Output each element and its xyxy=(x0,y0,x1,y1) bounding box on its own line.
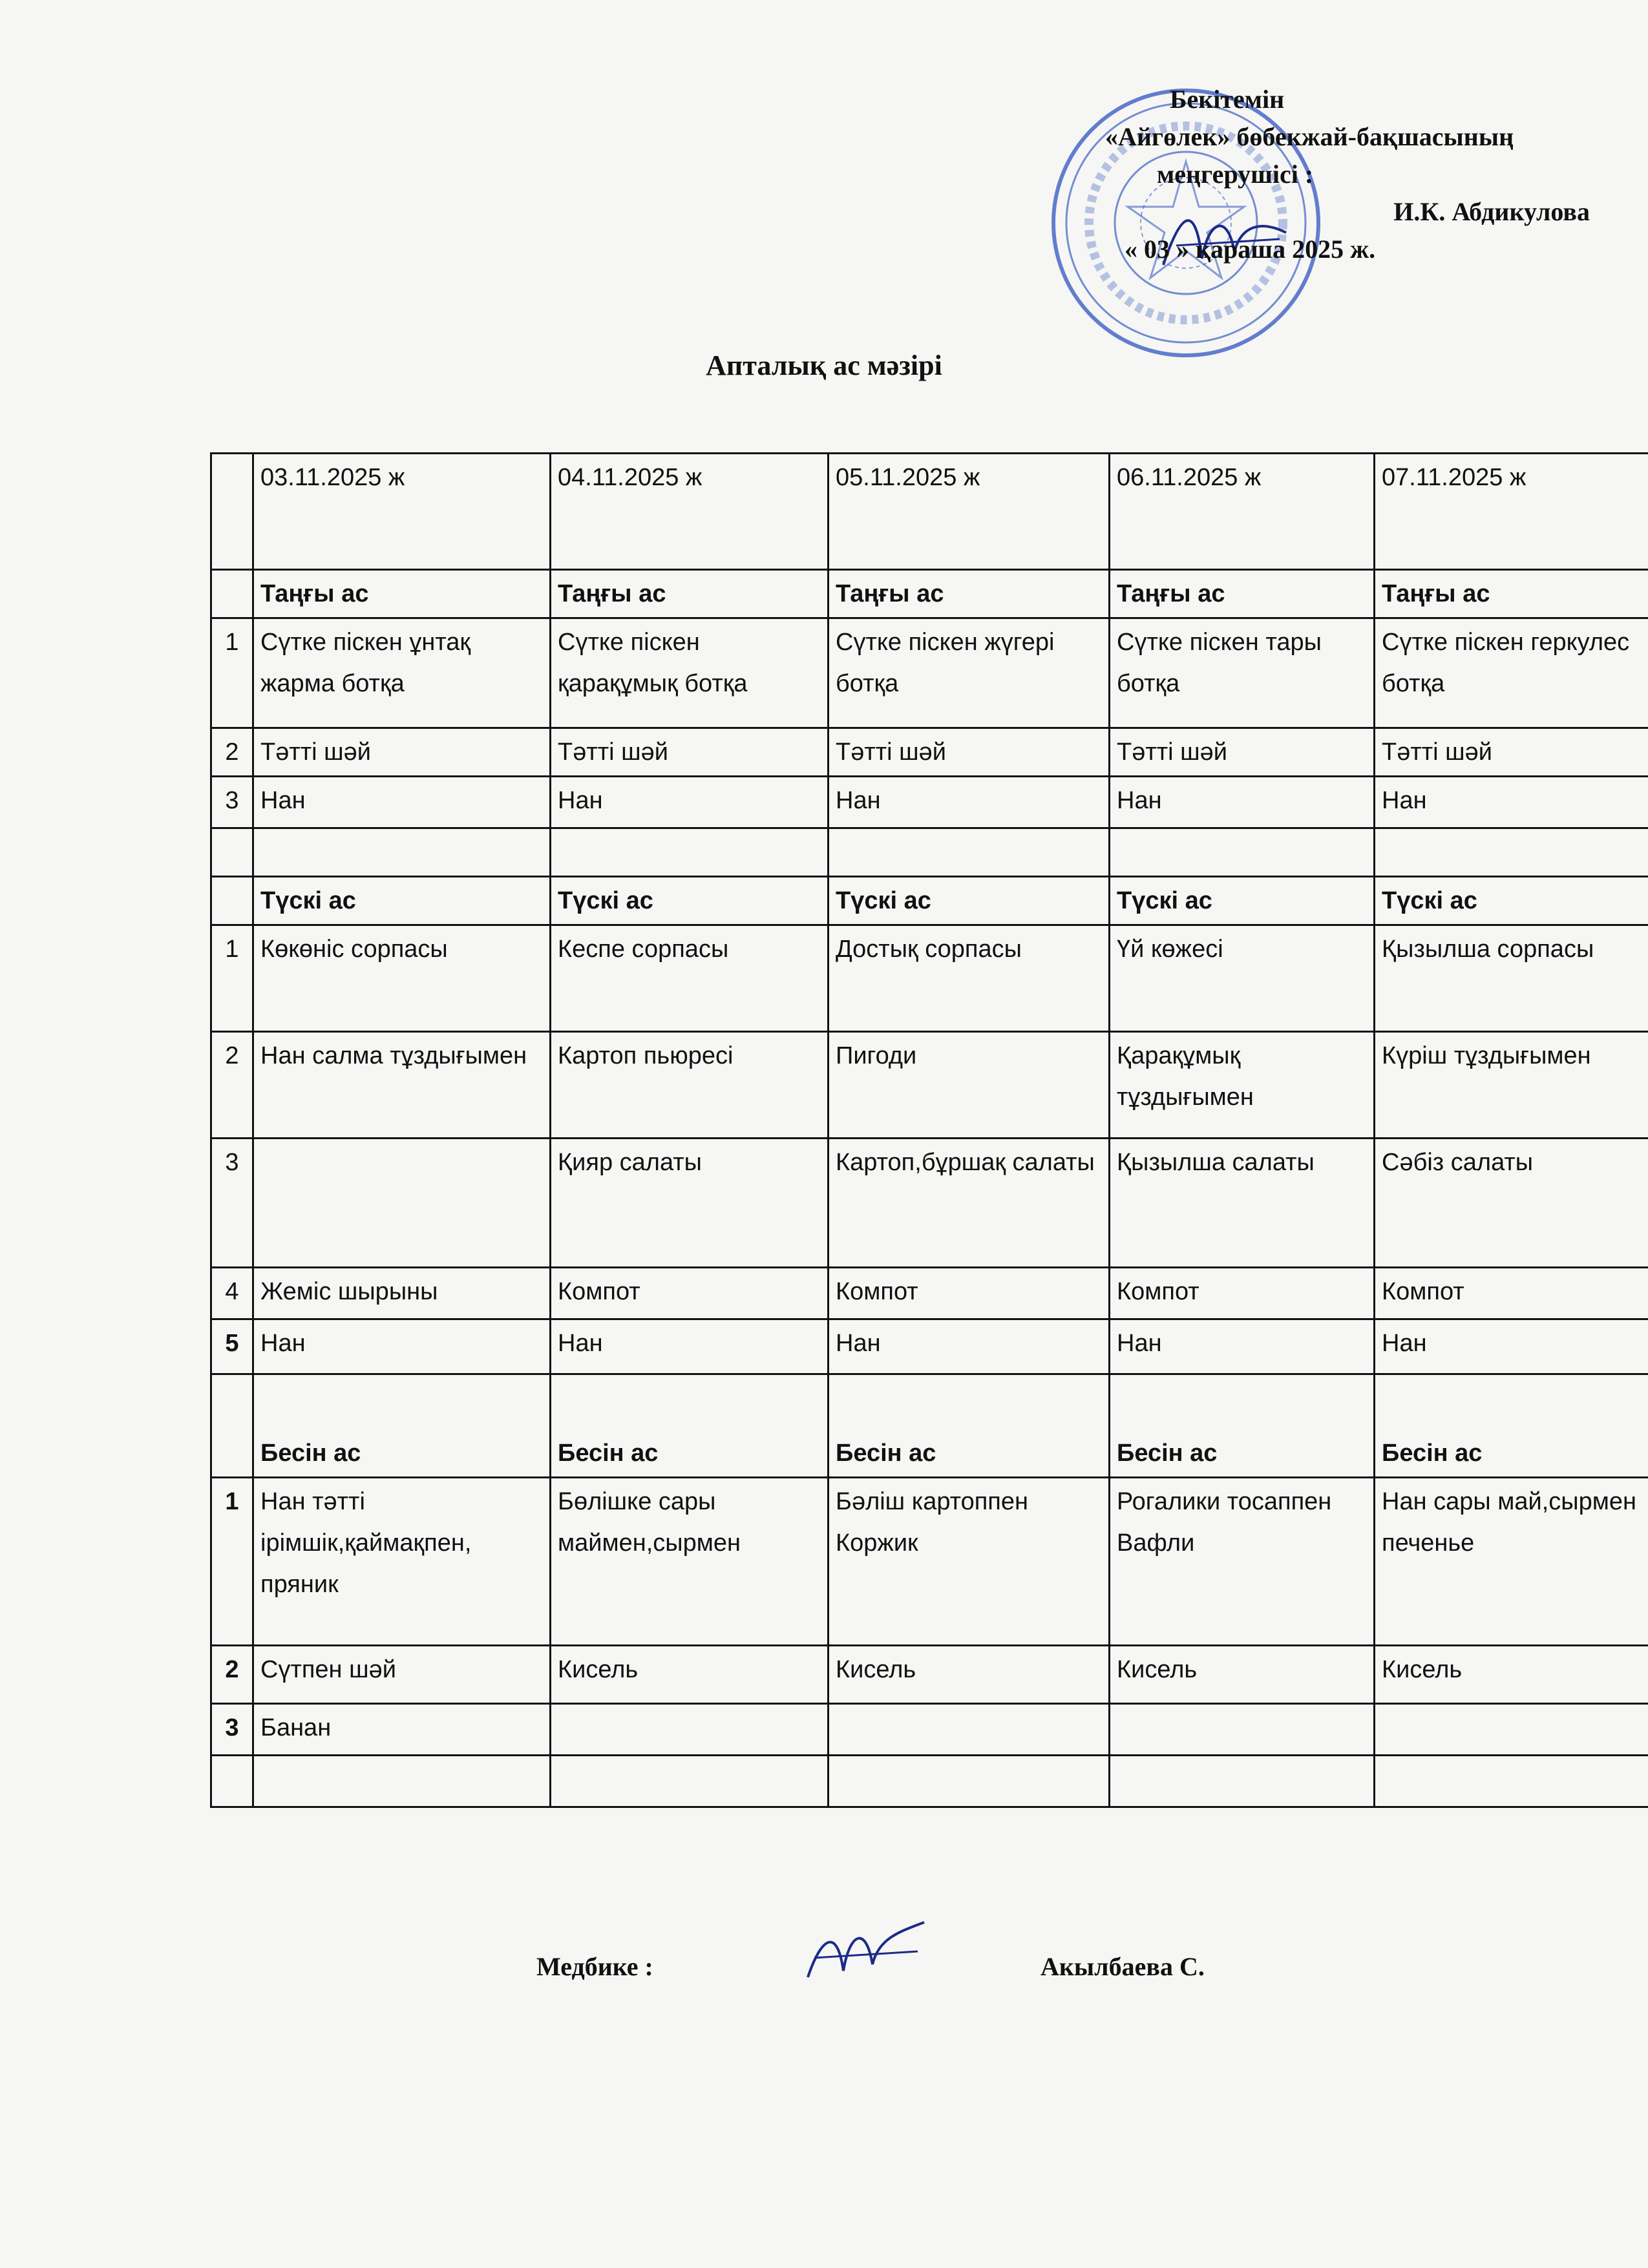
menu-item: Нан xyxy=(253,777,551,828)
row-number: 1 xyxy=(211,925,253,1032)
menu-item: Сүтпен шәй xyxy=(253,1646,551,1704)
row-number: 2 xyxy=(211,1032,253,1139)
row-number: 1 xyxy=(211,618,253,728)
menu-item: Қарақұмық тұздығымен xyxy=(1110,1032,1375,1139)
menu-item: Рогалики тосаппен Вафли xyxy=(1110,1478,1375,1646)
menu-item: Картоп,бұршақ салаты xyxy=(829,1139,1110,1268)
medic-signature xyxy=(801,1913,931,1990)
menu-item: Нан xyxy=(1375,777,1648,828)
menu-item: Кеспе сорпасы xyxy=(551,925,829,1032)
menu-item: Сүтке піскен жүгері ботқа xyxy=(829,618,1110,728)
menu-item: Тәтті шәй xyxy=(551,728,829,777)
approval-organization: «Айгөлек» бөбекжай-бақшасының xyxy=(1105,122,1514,151)
menu-item: Үй көжесі xyxy=(1110,925,1375,1032)
menu-item: Қызылша сорпасы xyxy=(1375,925,1648,1032)
menu-item: Компот xyxy=(551,1268,829,1319)
snack-header-row xyxy=(211,1374,1648,1478)
medic-label: Медбике : xyxy=(536,1952,653,1981)
page-title: Апталық ас мәзірі xyxy=(706,350,942,381)
menu-item: Бөлішке сары маймен,сырмен xyxy=(551,1478,829,1646)
meal-label: Бесін ас xyxy=(1110,1374,1375,1478)
table-row xyxy=(211,1704,1648,1756)
meal-label: Бесін ас xyxy=(1375,1374,1648,1478)
row-number: 2 xyxy=(211,1646,253,1704)
menu-item: Пигоди xyxy=(829,1032,1110,1139)
approval-name: И.К. Абдикулова xyxy=(1393,197,1590,226)
breakfast-header-row xyxy=(211,570,1648,618)
date-cell: 04.11.2025 ж xyxy=(551,454,829,570)
menu-item: Нан xyxy=(829,1319,1110,1374)
menu-item: Сәбіз салаты xyxy=(1375,1139,1648,1268)
menu-item: Сүтке піскен ұнтақ жарма ботқа xyxy=(253,618,551,728)
meal-label: Түскі ас xyxy=(829,877,1110,925)
menu-item xyxy=(551,1704,829,1756)
meal-label: Таңғы ас xyxy=(1375,570,1648,618)
menu-item: Компот xyxy=(1375,1268,1648,1319)
table-row xyxy=(211,777,1648,828)
menu-item: Қызылша салаты xyxy=(1110,1139,1375,1268)
row-number: 1 xyxy=(211,1478,253,1646)
meal-label: Түскі ас xyxy=(551,877,829,925)
meal-label: Түскі ас xyxy=(253,877,551,925)
menu-item: Кисель xyxy=(829,1646,1110,1704)
menu-item: Кисель xyxy=(551,1646,829,1704)
row-number: 3 xyxy=(211,1704,253,1756)
menu-table xyxy=(210,452,1648,1808)
meal-label: Таңғы ас xyxy=(551,570,829,618)
table-row xyxy=(211,1139,1648,1268)
empty-row xyxy=(211,1756,1648,1807)
menu-item: Достық сорпасы xyxy=(829,925,1110,1032)
meal-label: Таңғы ас xyxy=(253,570,551,618)
row-number: 5 xyxy=(211,1319,253,1374)
menu-item: Нан xyxy=(1110,777,1375,828)
menu-item: Тәтті шәй xyxy=(253,728,551,777)
menu-item: Тәтті шәй xyxy=(829,728,1110,777)
menu-item: Сүтке піскен қарақұмық ботқа xyxy=(551,618,829,728)
menu-item: Сүтке піскен геркулес ботқа xyxy=(1375,618,1648,728)
meal-label: Бесін ас xyxy=(253,1374,551,1478)
row-number: 3 xyxy=(211,777,253,828)
approval-date: « 03 » қараша 2025 ж. xyxy=(1125,235,1376,264)
medic-name: Акылбаева С. xyxy=(1041,1952,1205,1981)
menu-item: Картоп пьюресі xyxy=(551,1032,829,1139)
date-cell: 07.11.2025 ж xyxy=(1375,454,1648,570)
menu-item: Көкөніс сорпасы xyxy=(253,925,551,1032)
table-row xyxy=(211,1646,1648,1704)
menu-item: Нан xyxy=(1110,1319,1375,1374)
meal-label: Таңғы ас xyxy=(829,570,1110,618)
menu-item: Нан тәтті ірімшік,қаймақпен, пряник xyxy=(253,1478,551,1646)
dates-row xyxy=(211,454,1648,570)
row-number: 4 xyxy=(211,1268,253,1319)
menu-item: Нан xyxy=(551,777,829,828)
menu-item: Банан xyxy=(253,1704,551,1756)
row-number: 3 xyxy=(211,1139,253,1268)
approval-block xyxy=(1099,81,1629,268)
menu-item: Нан xyxy=(551,1319,829,1374)
menu-item: Нан сары май,сырмен печенье xyxy=(1375,1478,1648,1646)
menu-item: Нан xyxy=(253,1319,551,1374)
row-number: 2 xyxy=(211,728,253,777)
menu-item xyxy=(253,1139,551,1268)
lunch-header-row xyxy=(211,877,1648,925)
menu-item xyxy=(829,1704,1110,1756)
approval-heading: Бекітемін xyxy=(1170,85,1285,114)
date-cell: 06.11.2025 ж xyxy=(1110,454,1375,570)
meal-label: Түскі ас xyxy=(1375,877,1648,925)
approval-position: меңгерушісі : xyxy=(1157,160,1314,189)
table-row xyxy=(211,1319,1648,1374)
menu-item: Кисель xyxy=(1110,1646,1375,1704)
menu-item: Тәтті шәй xyxy=(1375,728,1648,777)
meal-label: Таңғы ас xyxy=(1110,570,1375,618)
corner-cell xyxy=(211,454,253,570)
menu-item: Қияр салаты xyxy=(551,1139,829,1268)
meal-label: Бесін ас xyxy=(829,1374,1110,1478)
table-row xyxy=(211,1268,1648,1319)
table-row xyxy=(211,925,1648,1032)
table-row xyxy=(211,1478,1648,1646)
menu-item: Тәтті шәй xyxy=(1110,728,1375,777)
table-row xyxy=(211,728,1648,777)
meal-label: Бесін ас xyxy=(551,1374,829,1478)
menu-item xyxy=(1110,1704,1375,1756)
date-cell: 03.11.2025 ж xyxy=(253,454,551,570)
menu-item: Күріш тұздығымен xyxy=(1375,1032,1648,1139)
menu-item: Бәліш картоппен Коржик xyxy=(829,1478,1110,1646)
menu-item: Жеміс шырыны xyxy=(253,1268,551,1319)
date-cell: 05.11.2025 ж xyxy=(829,454,1110,570)
table-row xyxy=(211,618,1648,728)
menu-item xyxy=(1375,1704,1648,1756)
meal-label: Түскі ас xyxy=(1110,877,1375,925)
empty-row xyxy=(211,828,1648,877)
menu-item: Нан xyxy=(829,777,1110,828)
menu-item: Нан xyxy=(1375,1319,1648,1374)
menu-item: Компот xyxy=(829,1268,1110,1319)
table-row xyxy=(211,1032,1648,1139)
menu-item: Компот xyxy=(1110,1268,1375,1319)
menu-item: Нан салма тұздығымен xyxy=(253,1032,551,1139)
menu-item: Кисель xyxy=(1375,1646,1648,1704)
menu-item: Сүтке піскен тары ботқа xyxy=(1110,618,1375,728)
